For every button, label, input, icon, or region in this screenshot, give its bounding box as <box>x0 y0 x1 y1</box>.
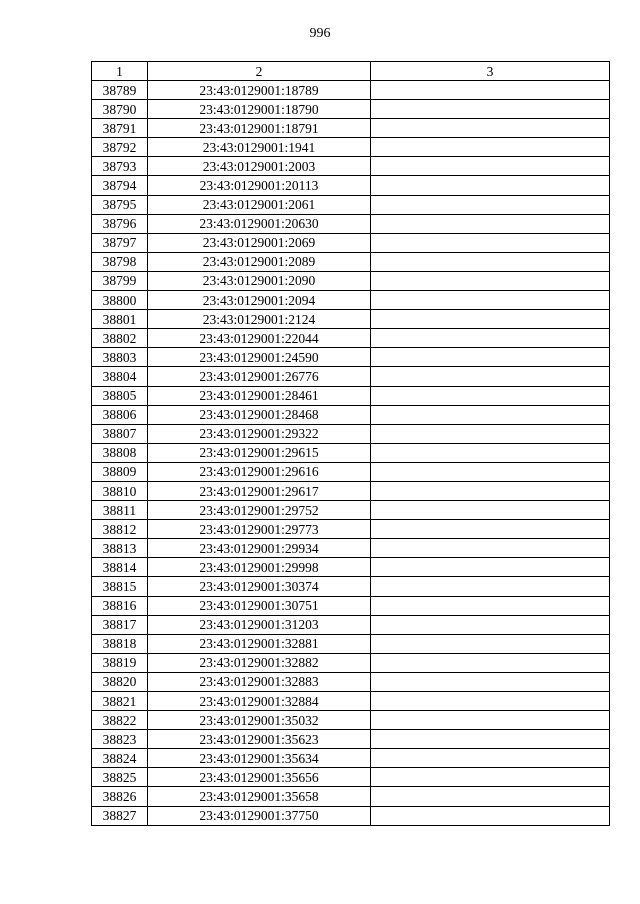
cadastral-number-cell: 23:43:0129001:1941 <box>148 138 371 157</box>
note-cell <box>371 501 610 520</box>
table-row <box>92 481 610 500</box>
table-row <box>92 81 610 100</box>
row-number-cell: 38819 <box>92 653 148 672</box>
cadastral-number-cell: 23:43:0129001:29616 <box>148 462 371 481</box>
row-number-cell: 38827 <box>92 806 148 825</box>
row-number-cell: 38796 <box>92 214 148 233</box>
table-row <box>92 405 610 424</box>
cadastral-number-cell: 23:43:0129001:29773 <box>148 520 371 539</box>
page-number: 996 <box>309 26 331 41</box>
cadastral-number-cell: 23:43:0129001:35032 <box>148 711 371 730</box>
cadastral-number-cell: 23:43:0129001:29752 <box>148 501 371 520</box>
row-number-cell: 38802 <box>92 329 148 348</box>
cadastral-number-cell: 23:43:0129001:26776 <box>148 367 371 386</box>
row-number-cell: 38792 <box>92 138 148 157</box>
note-cell <box>371 577 610 596</box>
cadastral-number-cell: 23:43:0129001:35658 <box>148 787 371 806</box>
note-cell <box>371 291 610 310</box>
cadastral-number-cell: 23:43:0129001:32882 <box>148 653 371 672</box>
note-cell <box>371 768 610 787</box>
row-number-cell: 38812 <box>92 520 148 539</box>
row-number-cell: 38811 <box>92 501 148 520</box>
table-header <box>92 62 610 81</box>
table-row <box>92 195 610 214</box>
registry-table <box>91 61 610 826</box>
row-number-cell: 38820 <box>92 672 148 691</box>
table-row <box>92 443 610 462</box>
cadastral-number-cell: 23:43:0129001:29934 <box>148 539 371 558</box>
cadastral-number-cell: 23:43:0129001:32884 <box>148 692 371 711</box>
table-row <box>92 214 610 233</box>
cadastral-number-cell: 23:43:0129001:29617 <box>148 481 371 500</box>
cadastral-number-cell: 23:43:0129001:2124 <box>148 310 371 329</box>
cadastral-number-cell: 23:43:0129001:29615 <box>148 443 371 462</box>
table-row <box>92 176 610 195</box>
row-number-cell: 38821 <box>92 692 148 711</box>
row-number-cell: 38818 <box>92 634 148 653</box>
row-number-cell: 38793 <box>92 157 148 176</box>
header-cell-col-1: 1 <box>92 62 148 81</box>
row-number-cell: 38823 <box>92 730 148 749</box>
table-row <box>92 558 610 577</box>
row-number-cell: 38799 <box>92 271 148 290</box>
note-cell <box>371 615 610 634</box>
note-cell <box>371 233 610 252</box>
table-row <box>92 310 610 329</box>
table-row <box>92 787 610 806</box>
note-cell <box>371 424 610 443</box>
note-cell <box>371 310 610 329</box>
table-row <box>92 291 610 310</box>
table-row <box>92 730 610 749</box>
table-row <box>92 348 610 367</box>
note-cell <box>371 195 610 214</box>
note-cell <box>371 653 610 672</box>
cadastral-number-cell: 23:43:0129001:20630 <box>148 214 371 233</box>
row-number-cell: 38808 <box>92 443 148 462</box>
note-cell <box>371 462 610 481</box>
note-cell <box>371 100 610 119</box>
row-number-cell: 38817 <box>92 615 148 634</box>
row-number-cell: 38813 <box>92 539 148 558</box>
row-number-cell: 38825 <box>92 768 148 787</box>
row-number-cell: 38789 <box>92 81 148 100</box>
cadastral-number-cell: 23:43:0129001:32883 <box>148 672 371 691</box>
note-cell <box>371 539 610 558</box>
row-number-cell: 38794 <box>92 176 148 195</box>
row-number-cell: 38795 <box>92 195 148 214</box>
cadastral-number-cell: 23:43:0129001:28468 <box>148 405 371 424</box>
note-cell <box>371 386 610 405</box>
row-number-cell: 38816 <box>92 596 148 615</box>
note-cell <box>371 252 610 271</box>
table-row <box>92 119 610 138</box>
note-cell <box>371 329 610 348</box>
table-row <box>92 596 610 615</box>
note-cell <box>371 806 610 825</box>
table-row <box>92 520 610 539</box>
table-row <box>92 138 610 157</box>
note-cell <box>371 405 610 424</box>
header-row <box>92 62 610 81</box>
row-number-cell: 38797 <box>92 233 148 252</box>
table-row <box>92 711 610 730</box>
table-row <box>92 615 610 634</box>
table-row <box>92 806 610 825</box>
note-cell <box>371 176 610 195</box>
table-row <box>92 672 610 691</box>
table-row <box>92 749 610 768</box>
header-cell-col-3: 3 <box>371 62 610 81</box>
note-cell <box>371 711 610 730</box>
cadastral-number-cell: 23:43:0129001:35623 <box>148 730 371 749</box>
table-row <box>92 577 610 596</box>
cadastral-number-cell: 23:43:0129001:35634 <box>148 749 371 768</box>
table-row <box>92 653 610 672</box>
cadastral-number-cell: 23:43:0129001:20113 <box>148 176 371 195</box>
table-row <box>92 157 610 176</box>
cadastral-number-cell: 23:43:0129001:2089 <box>148 252 371 271</box>
note-cell <box>371 81 610 100</box>
note-cell <box>371 119 610 138</box>
cadastral-number-cell: 23:43:0129001:32881 <box>148 634 371 653</box>
table-row <box>92 462 610 481</box>
note-cell <box>371 730 610 749</box>
cadastral-number-cell: 23:43:0129001:2069 <box>148 233 371 252</box>
table-row <box>92 768 610 787</box>
cadastral-number-cell: 23:43:0129001:2094 <box>148 291 371 310</box>
table-row <box>92 367 610 386</box>
note-cell <box>371 787 610 806</box>
table-row <box>92 100 610 119</box>
note-cell <box>371 672 610 691</box>
table-body <box>92 81 610 826</box>
note-cell <box>371 157 610 176</box>
note-cell <box>371 271 610 290</box>
cadastral-number-cell: 23:43:0129001:2061 <box>148 195 371 214</box>
row-number-cell: 38805 <box>92 386 148 405</box>
row-number-cell: 38814 <box>92 558 148 577</box>
cadastral-number-cell: 23:43:0129001:2090 <box>148 271 371 290</box>
cadastral-number-cell: 23:43:0129001:30374 <box>148 577 371 596</box>
cadastral-number-cell: 23:43:0129001:22044 <box>148 329 371 348</box>
cadastral-number-cell: 23:43:0129001:35656 <box>148 768 371 787</box>
note-cell <box>371 214 610 233</box>
table-row <box>92 252 610 271</box>
note-cell <box>371 596 610 615</box>
cadastral-number-cell: 23:43:0129001:31203 <box>148 615 371 634</box>
row-number-cell: 38804 <box>92 367 148 386</box>
row-number-cell: 38800 <box>92 291 148 310</box>
table-row <box>92 501 610 520</box>
row-number-cell: 38815 <box>92 577 148 596</box>
row-number-cell: 38806 <box>92 405 148 424</box>
table-row <box>92 271 610 290</box>
note-cell <box>371 138 610 157</box>
table-row <box>92 386 610 405</box>
cadastral-number-cell: 23:43:0129001:18790 <box>148 100 371 119</box>
note-cell <box>371 749 610 768</box>
cadastral-number-cell: 23:43:0129001:28461 <box>148 386 371 405</box>
cadastral-number-cell: 23:43:0129001:2003 <box>148 157 371 176</box>
note-cell <box>371 558 610 577</box>
cadastral-number-cell: 23:43:0129001:18789 <box>148 81 371 100</box>
row-number-cell: 38790 <box>92 100 148 119</box>
row-number-cell: 38824 <box>92 749 148 768</box>
table-row <box>92 329 610 348</box>
note-cell <box>371 520 610 539</box>
cadastral-number-cell: 23:43:0129001:18791 <box>148 119 371 138</box>
note-cell <box>371 443 610 462</box>
row-number-cell: 38810 <box>92 481 148 500</box>
note-cell <box>371 634 610 653</box>
row-number-cell: 38809 <box>92 462 148 481</box>
table-row <box>92 634 610 653</box>
table-row <box>92 424 610 443</box>
cadastral-number-cell: 23:43:0129001:30751 <box>148 596 371 615</box>
row-number-cell: 38801 <box>92 310 148 329</box>
note-cell <box>371 692 610 711</box>
note-cell <box>371 481 610 500</box>
header-cell-col-2: 2 <box>148 62 371 81</box>
row-number-cell: 38822 <box>92 711 148 730</box>
cadastral-number-cell: 23:43:0129001:29322 <box>148 424 371 443</box>
note-cell <box>371 367 610 386</box>
cadastral-number-cell: 23:43:0129001:24590 <box>148 348 371 367</box>
row-number-cell: 38807 <box>92 424 148 443</box>
table-row <box>92 539 610 558</box>
note-cell <box>371 348 610 367</box>
row-number-cell: 38803 <box>92 348 148 367</box>
table-row <box>92 692 610 711</box>
row-number-cell: 38798 <box>92 252 148 271</box>
row-number-cell: 38826 <box>92 787 148 806</box>
table-row <box>92 233 610 252</box>
row-number-cell: 38791 <box>92 119 148 138</box>
cadastral-number-cell: 23:43:0129001:29998 <box>148 558 371 577</box>
cadastral-number-cell: 23:43:0129001:37750 <box>148 806 371 825</box>
